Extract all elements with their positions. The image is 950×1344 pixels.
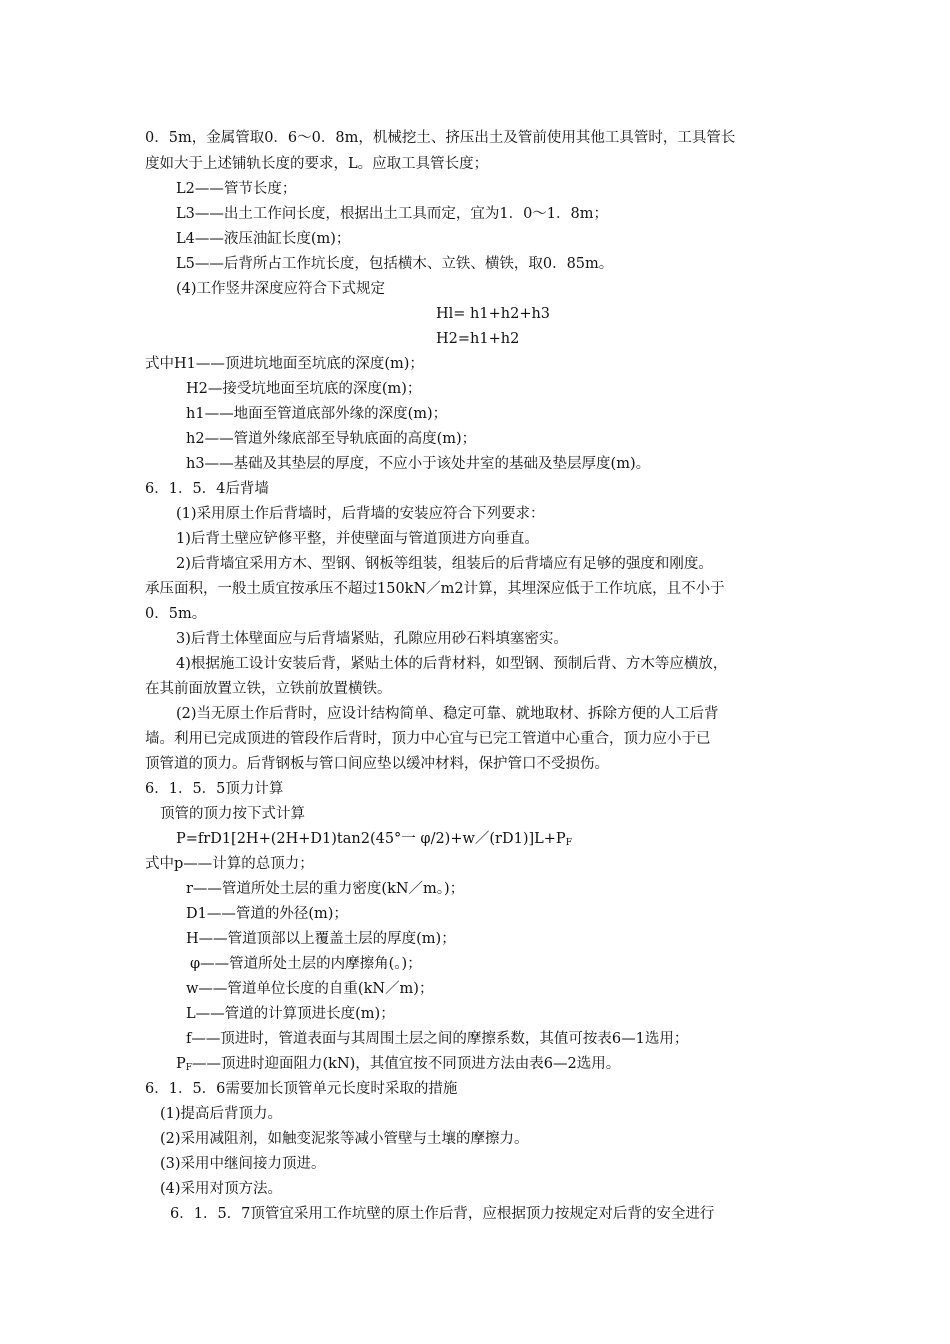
text-line: L2——管节长度；	[176, 181, 297, 197]
text-line: 墙。利用已完成顶进的管段作后背时，顶力中心宜与已完工管道中心重合，顶力应小于已	[145, 731, 711, 747]
text-line: H2—接受坑地面至坑底的深度(m)；	[186, 381, 422, 397]
text-line: 2)后背墙宜采用方木、型钢、钢板等组装，组装后的后背墙应有足够的强度和刚度。	[176, 556, 713, 572]
text-line: (2)当无原土作后背时，应设计结构简单、稳定可靠、就地取材、拆除方便的人工后背	[176, 706, 719, 722]
text-line: 0．5m。	[145, 606, 207, 622]
text-line: H——管道顶部以上覆盖土层的厚度(m)；	[186, 931, 456, 947]
text-line: w——管道单位长度的自重(kN／m)；	[186, 981, 434, 997]
text-line: L3——出土工作问长度，根据出土工具而定，宜为1．0～1．8m；	[176, 206, 609, 222]
formula-line	[176, 830, 572, 852]
formula-text: P=frD1[2H+(2H+D1)tan2(45°一 φ/2)+w／(rD1)]L+P	[176, 831, 566, 847]
text-line: L4——液压油缸长度(m)；	[176, 231, 351, 247]
text-line: h1——地面至管道底部外缘的深度(m)；	[186, 406, 448, 422]
text-line: L5——后背所占工作坑长度，包括横木、立铁、横铁，取0．85m。	[176, 256, 614, 272]
text-line: 式中p——计算的总顶力；	[145, 856, 314, 872]
section-heading: 6．1．5．6需要加长顶管单元长度时采取的措施	[145, 1081, 458, 1097]
text-line: (4)工作竖井深度应符合下式规定	[176, 281, 386, 297]
text-line: 承压面积，一般土质宜按承压不超过150kN／m2计算，其埋深应低于工作坑底，且不小于	[145, 581, 725, 597]
formula-line: Hl= h1+h2+h3	[436, 306, 551, 322]
text-line: 4)根据施工设计安装后背，紧贴土体的后背材料，如型钢、预制后背、方木等应横放，	[176, 656, 728, 672]
list-item: (2)采用减阻剂，如触变泥浆等减小管壁与土壤的摩擦力。	[160, 1131, 529, 1147]
text-line: 顶管道的顶力。后背钢板与管口间应垫以缓冲材料，保护管口不受损伤。	[145, 756, 609, 772]
text-line: h3——基础及其垫层的厚度，不应小于该处井室的基础及垫层厚度(m)。	[186, 456, 651, 472]
text-line: 式中H1——顶进坑地面至坑底的深度(m)；	[145, 356, 424, 372]
text-line: D1——管道的外径(m)；	[186, 906, 348, 922]
list-item: (4)采用对顶方法。	[160, 1181, 283, 1197]
symbol-p: P	[176, 1056, 186, 1072]
section-heading: 6．1．5．4后背墙	[145, 481, 269, 497]
text-line: L——管道的计算顶进长度(m)；	[186, 1006, 395, 1022]
formula-subscript: F	[565, 838, 572, 848]
list-item: (1)提高后背顶力。	[160, 1106, 283, 1122]
text-line	[176, 1055, 620, 1077]
definition-text: ——顶进时迎面阻力(kN)，其值宜按不同顶进方法由表6—2选用。	[192, 1056, 621, 1072]
text-line: (1)采用原土作后背墙时，后背墙的安装应符合下列要求：	[176, 506, 545, 522]
text-line: 1)后背土壁应铲修平整，并使壁面与管道顶进方向垂直。	[176, 531, 539, 547]
text-line: φ——管道所处土层的内摩擦角(。)；	[190, 956, 422, 972]
text-line: 3)后背土体壁面应与后背墙紧贴，孔隙应用砂石料填塞密实。	[176, 631, 568, 647]
section-heading: 6．1．5．7顶管宜采用工作坑壁的原土作后背，应根据顶力按规定对后背的安全进行	[170, 1206, 715, 1222]
text-line: 0．5m，金属管取0．6～0．8m，机械挖土、挤压出土及管前使用其他工具管时，工具管长	[145, 130, 736, 146]
text-line: f——顶进时，管道表面与其周围土层之间的摩擦系数，其值可按表6—1选用；	[186, 1031, 689, 1047]
text-line: r——管道所处土层的重力密度(kN／m。)；	[186, 881, 465, 897]
text-line: 在其前面放置立铁，立铁前放置横铁。	[145, 681, 392, 697]
list-item: (3)采用中继间接力顶进。	[160, 1156, 326, 1172]
text-line: 度如大于上述铺轨长度的要求，L。应取工具管长度；	[145, 156, 489, 172]
symbol-subscript: F	[185, 1063, 193, 1073]
text-line: 顶管的顶力按下式计算	[160, 806, 305, 822]
formula-line: H2=h1+h2	[436, 331, 520, 347]
section-heading: 6．1．5．5顶力计算	[145, 781, 284, 797]
text-line: h2——管道外缘底部至导轨底面的高度(m)；	[186, 431, 477, 447]
